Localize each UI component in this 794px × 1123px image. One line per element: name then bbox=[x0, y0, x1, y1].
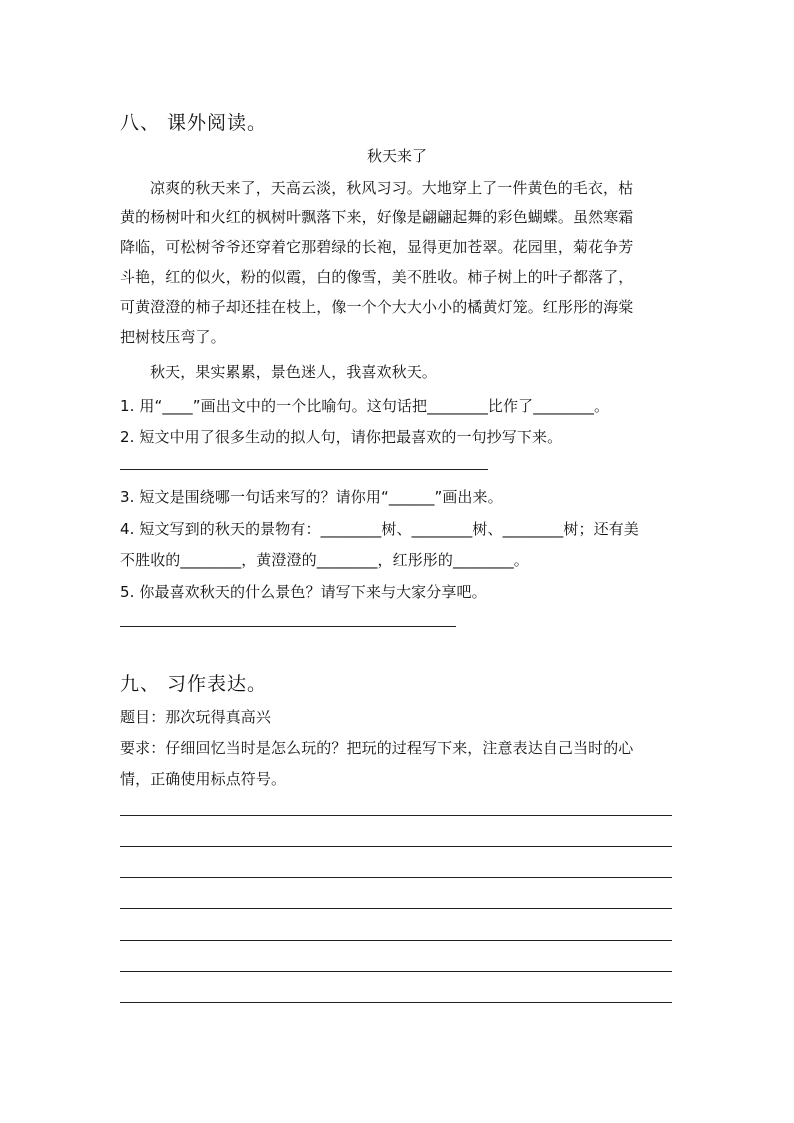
section-9-heading: 九、 习作表达。 bbox=[120, 673, 268, 695]
composition-topic: 题目：那次玩得真高兴 bbox=[120, 708, 272, 726]
question-5: 5. 你最喜欢秋天的什么景色？请写下来与大家分享吧。 bbox=[120, 583, 487, 601]
composition-requirement: 要求：仔细回忆当时是怎么玩的？把玩的过程写下来，注意表达自己当时的心 bbox=[120, 739, 634, 757]
answer-line-q5 bbox=[120, 626, 456, 627]
question-2: 2. 短文中用了很多生动的拟人句，请你把最喜欢的一句抄写下来。 bbox=[120, 428, 563, 446]
section-8-heading: 八、 课外阅读。 bbox=[120, 112, 268, 134]
passage-line: 凉爽的秋天来了，天高云淡，秋风习习。大地穿上了一件黄色的毛衣，枯 bbox=[150, 179, 634, 197]
passage-line: 斗艳，红的似火，粉的似霞，白的像雪，美不胜收。柿子树上的叶子都落了， bbox=[120, 268, 634, 286]
writing-line bbox=[120, 877, 672, 878]
question-4-continued: 不胜收的________，黄澄澄的________，红彤彤的________。 bbox=[120, 551, 529, 569]
passage-line: 黄的杨树叶和火红的枫树叶飘落下来，好像是翩翩起舞的彩色蝴蝶。虽然寒霜 bbox=[120, 208, 634, 226]
writing-line bbox=[120, 971, 672, 972]
passage-line: 降临，可松树爷爷还穿着它那碧绿的长袍，显得更加苍翠。花园里，菊花争芳 bbox=[120, 238, 634, 256]
writing-line bbox=[120, 815, 672, 816]
writing-line bbox=[120, 908, 672, 909]
writing-line bbox=[120, 940, 672, 941]
question-1: 1. 用“____”画出文中的一个比喻句。这句话把________比作了________。 bbox=[120, 397, 610, 415]
passage-line: 可黄澄澄的柿子却还挂在枝上，像一个个大大小小的橘黄灯笼。红彤彤的海棠 bbox=[120, 298, 634, 316]
answer-line-q2 bbox=[120, 469, 488, 470]
writing-line bbox=[120, 846, 672, 847]
question-3: 3. 短文是围绕哪一句话来写的？请你用“______”画出来。 bbox=[120, 488, 503, 506]
question-4: 4. 短文写到的秋天的景物有：________树、________树、________树；还有美 bbox=[120, 520, 639, 538]
writing-line bbox=[120, 1002, 672, 1003]
passage-closing-line: 秋天，果实累累，景色迷人，我喜欢秋天。 bbox=[150, 363, 437, 381]
passage-line: 把树枝压弯了。 bbox=[120, 328, 226, 346]
composition-requirement-continued: 情，正确使用标点符号。 bbox=[120, 770, 287, 788]
passage-title: 秋天来了 bbox=[366, 147, 427, 165]
